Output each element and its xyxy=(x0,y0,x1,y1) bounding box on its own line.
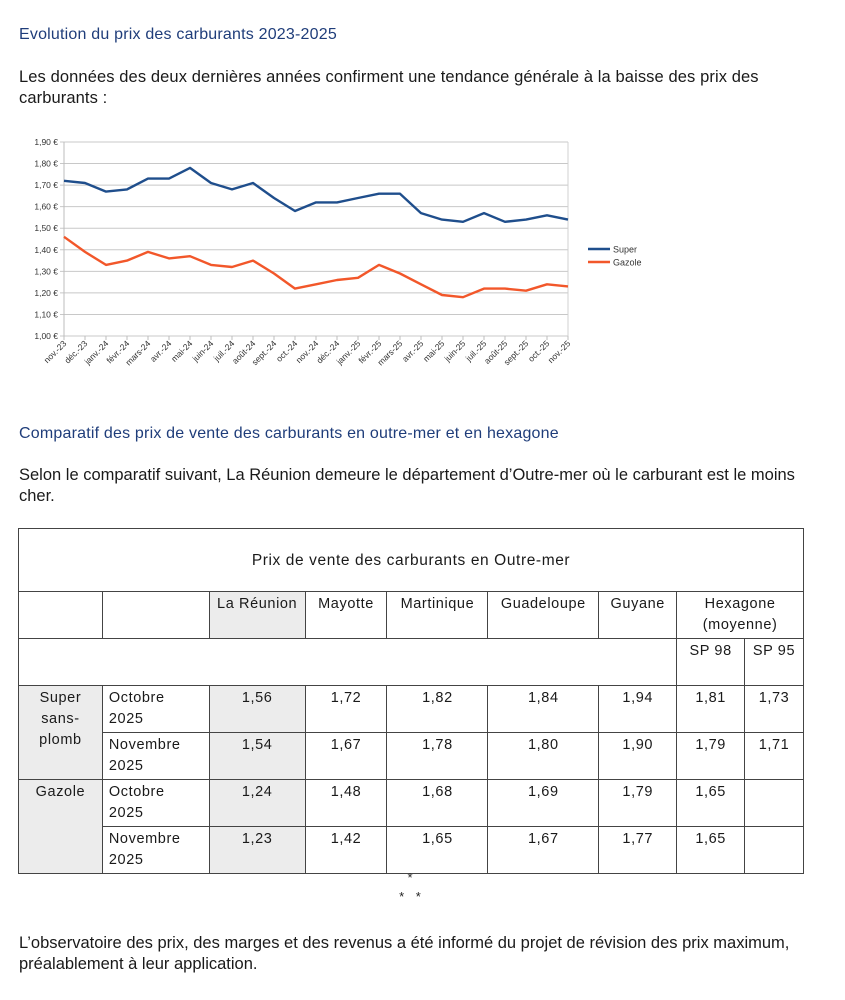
value-cell: 1,69 xyxy=(488,780,599,827)
x-tick-label: nov.-23 xyxy=(41,338,69,366)
value-cell: 1,67 xyxy=(488,827,599,874)
table-header-row xyxy=(19,592,804,639)
value-cell: 1,77 xyxy=(599,827,677,874)
value-cell: 1,56 xyxy=(209,686,305,733)
chart-legend xyxy=(588,245,642,268)
value-cell: 1,65 xyxy=(387,827,488,874)
section-title-evolution: Evolution du prix des carburants 2023-2025 xyxy=(19,26,337,43)
x-tick-label: mai-25 xyxy=(420,338,447,364)
y-tick-label: 1,50 € xyxy=(34,223,58,234)
value-cell: 1,73 xyxy=(745,686,804,733)
y-tick-label: 1,70 € xyxy=(34,180,58,191)
value-cell: 1,71 xyxy=(745,733,804,780)
value-cell xyxy=(745,827,804,874)
value-cell: 1,79 xyxy=(677,733,745,780)
value-cell: 1,23 xyxy=(209,827,305,874)
x-tick-label: oct.-24 xyxy=(273,338,300,364)
x-tick-label: avr.-24 xyxy=(147,338,174,364)
value-cell: 1,78 xyxy=(387,733,488,780)
y-axis-ticks xyxy=(34,137,58,341)
x-tick-label: févr.-24 xyxy=(104,338,132,366)
x-tick-label: nov.-24 xyxy=(293,338,321,366)
y-tick-label: 1,00 € xyxy=(34,331,58,341)
series-line-gazole xyxy=(64,237,568,297)
x-tick-label: nov.-25 xyxy=(545,338,573,366)
value-cell: 1,90 xyxy=(599,733,677,780)
value-cell: 1,65 xyxy=(677,780,745,827)
header-guyane: Guyane xyxy=(599,592,677,639)
x-tick-label: avr.-25 xyxy=(399,338,426,364)
table-row xyxy=(19,686,804,733)
series-line-super xyxy=(64,168,568,222)
value-cell xyxy=(745,780,804,827)
subheader-sp98: SP 98 xyxy=(677,639,745,686)
value-cell: 1,72 xyxy=(305,686,387,733)
x-axis-ticks xyxy=(42,336,573,367)
x-tick-label: sept.-24 xyxy=(249,338,279,368)
y-tick-label: 1,30 € xyxy=(34,266,58,277)
value-cell: 1,80 xyxy=(488,733,599,780)
value-cell: 1,24 xyxy=(209,780,305,827)
y-tick-label: 1,10 € xyxy=(34,309,58,320)
x-tick-label: déc.-23 xyxy=(62,338,90,366)
legend-label-gazole: Gazole xyxy=(613,257,642,268)
y-tick-label: 1,80 € xyxy=(34,158,58,169)
value-cell: 1,67 xyxy=(305,733,387,780)
x-tick-label: juil.-24 xyxy=(211,338,237,364)
subheader-empty-cell xyxy=(19,639,677,686)
header-empty-cell xyxy=(102,592,209,639)
x-tick-label: août-25 xyxy=(481,338,510,366)
value-cell: 1,81 xyxy=(677,686,745,733)
value-cell: 1,79 xyxy=(599,780,677,827)
x-tick-label: mars-24 xyxy=(123,338,153,368)
table-row xyxy=(19,780,804,827)
fuel-label-gazole: Gazole xyxy=(19,780,103,874)
x-tick-label: mars-25 xyxy=(375,338,405,368)
header-hexagone: Hexagone (moyenne) xyxy=(677,592,804,639)
table-caption-row xyxy=(19,529,804,592)
x-tick-label: sept.-25 xyxy=(501,338,531,368)
fuel-price-line-chart xyxy=(0,130,680,390)
header-guadeloupe: Guadeloupe xyxy=(488,592,599,639)
value-cell: 1,94 xyxy=(599,686,677,733)
x-tick-label: juin-25 xyxy=(442,338,468,364)
header-la-reunion: La Réunion xyxy=(209,592,305,639)
header-martinique: Martinique xyxy=(387,592,488,639)
value-cell: 1,84 xyxy=(488,686,599,733)
month-cell: Octobre 2025 xyxy=(102,686,209,733)
x-tick-label: oct.-25 xyxy=(525,338,552,364)
header-empty-cell xyxy=(19,592,103,639)
table-row xyxy=(19,733,804,780)
legend-label-super: Super xyxy=(613,244,638,255)
x-tick-label: déc.-24 xyxy=(314,338,342,366)
chart-series xyxy=(64,168,568,297)
table-caption: Prix de vente des carburants en Outre-mer xyxy=(19,529,804,592)
separator-star-top: * xyxy=(407,870,413,885)
chart-gridlines xyxy=(60,142,568,336)
y-tick-label: 1,20 € xyxy=(34,287,58,298)
month-cell: Octobre 2025 xyxy=(102,780,209,827)
value-cell: 1,65 xyxy=(677,827,745,874)
x-tick-label: juil.-25 xyxy=(463,338,489,364)
fuel-label-super: Super sans-plomb xyxy=(19,686,103,780)
value-cell: 1,42 xyxy=(305,827,387,874)
x-tick-label: juin-24 xyxy=(190,338,216,364)
separator-stars-bottom: * * xyxy=(399,889,421,904)
comparison-paragraph: Selon le comparatif suivant, La Réunion demeure le département d’Outre-mer où le carburant est le moins cher. xyxy=(19,466,795,505)
x-tick-label: févr.-25 xyxy=(356,338,384,366)
y-tick-label: 1,60 € xyxy=(34,201,58,212)
value-cell: 1,54 xyxy=(209,733,305,780)
intro-paragraph: Les données des deux dernières années confirment une tendance générale à la baisse des prix des carburants : xyxy=(19,68,759,107)
month-cell: Novembre 2025 xyxy=(102,827,209,874)
x-tick-label: mai-24 xyxy=(168,338,195,364)
section-title-comparatif: Comparatif des prix de vente des carburants en outre-mer et en hexagone xyxy=(19,425,559,442)
header-mayotte: Mayotte xyxy=(305,592,387,639)
price-comparison-table xyxy=(18,528,804,874)
y-tick-label: 1,90 € xyxy=(34,137,58,147)
y-tick-label: 1,40 € xyxy=(34,244,58,255)
value-cell: 1,48 xyxy=(305,780,387,827)
table-subheader-row xyxy=(19,639,804,686)
value-cell: 1,82 xyxy=(387,686,488,733)
table-row xyxy=(19,827,804,874)
subheader-sp95: SP 95 xyxy=(745,639,804,686)
closing-paragraph: L’observatoire des prix, des marges et des revenus a été informé du projet de révision des prix maximum, préalablement à leur application. xyxy=(19,934,790,973)
x-tick-label: janv.-24 xyxy=(82,338,111,367)
value-cell: 1,68 xyxy=(387,780,488,827)
x-tick-label: août-24 xyxy=(229,338,258,366)
x-tick-label: janv.-25 xyxy=(334,338,363,367)
month-cell: Novembre 2025 xyxy=(102,733,209,780)
